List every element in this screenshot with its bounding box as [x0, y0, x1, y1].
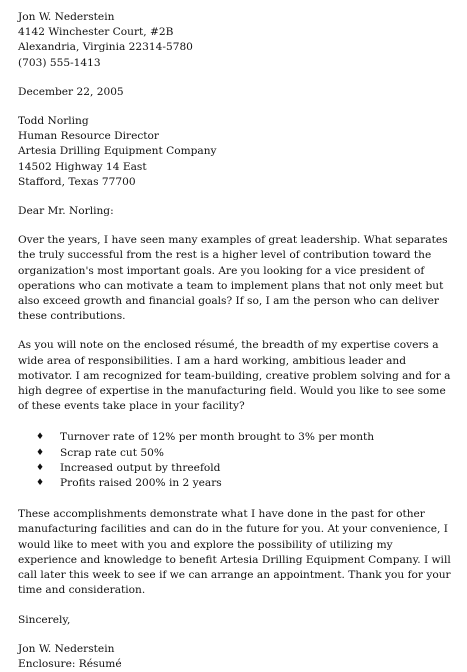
diamond-bullet-icon: ♦ — [36, 432, 45, 443]
signature-name: Jon W. Nederstein — [18, 642, 115, 655]
closing-text: Sincerely, — [18, 613, 71, 626]
recipient-company: Artesia Drilling Equipment Company — [18, 145, 217, 158]
list-item-text: Scrap rate cut 50% — [60, 446, 164, 459]
sender-phone: (703) 555-1413 — [18, 56, 101, 69]
sender-street: 4142 Winchester Court, #2B — [18, 26, 174, 39]
list-item — [36, 476, 454, 491]
list-item-text: Profits raised 200% in 2 years — [60, 477, 222, 490]
sender-address — [18, 10, 454, 71]
list-item — [36, 446, 454, 461]
body-paragraph-1 — [18, 233, 454, 324]
paragraph-text: Over the years, I have seen many examples of great leadership. What separates the truly successful from the rest is a higher level of contribution toward the organization's most important goals. Are you looking for a vice president of operations who can motivate a team to implement plans that not only meet but also exceed growth and financial goals? If so, I am the person who can deliver these contributions. — [18, 234, 448, 323]
paragraph-text: These accomplishments demonstrate what I have done in the past for other manufacturing facilities and can do in the future for you. At your convenience, I would like to meet with you and explore the possibility of utilizing my experience and knowledge to benefit Artesia Drilling Equipment Company. I will call later this week to see if we can arrange an appointment. Thank you for your time and consideration. — [18, 508, 451, 597]
date-text: December 22, 2005 — [18, 85, 124, 98]
paragraph-text: As you will note on the enclosed résumé, the breadth of my expertise covers a wide area of responsibilities. I am a hard working, ambitious leader and motivator. I am recognized for team-building, creative problem solving and for a high degree of expertise in the manufacturing field. Would you like to see some of these events take place in your facility? — [18, 339, 451, 413]
diamond-bullet-icon: ♦ — [36, 447, 45, 458]
cover-letter — [18, 10, 454, 672]
accomplishments-list — [18, 430, 454, 491]
salutation — [18, 204, 454, 219]
recipient-street: 14502 Highway 14 East — [18, 160, 147, 173]
enclosure-note: Enclosure: Résumé — [18, 657, 122, 670]
list-item — [36, 461, 454, 476]
recipient-address — [18, 114, 454, 190]
salutation-text: Dear Mr. Norling: — [18, 205, 114, 218]
sender-name: Jon W. Nederstein — [18, 11, 115, 23]
list-item-text: Increased output by threefold — [60, 461, 221, 474]
diamond-bullet-icon: ♦ — [36, 462, 45, 473]
list-item-text: Turnover rate of 12% per month brought to 3% per month — [60, 431, 375, 444]
list-item — [36, 430, 454, 445]
recipient-name: Todd Norling — [18, 115, 89, 128]
body-paragraph-2 — [18, 338, 454, 414]
recipient-title: Human Resource Director — [18, 130, 159, 143]
body-paragraph-3 — [18, 507, 454, 598]
sender-city: Alexandria, Virginia 22314-5780 — [18, 41, 193, 54]
closing — [18, 613, 454, 628]
diamond-bullet-icon: ♦ — [36, 478, 45, 489]
signature-block — [18, 642, 454, 672]
letter-date — [18, 85, 454, 100]
recipient-city: Stafford, Texas 77700 — [18, 175, 136, 188]
